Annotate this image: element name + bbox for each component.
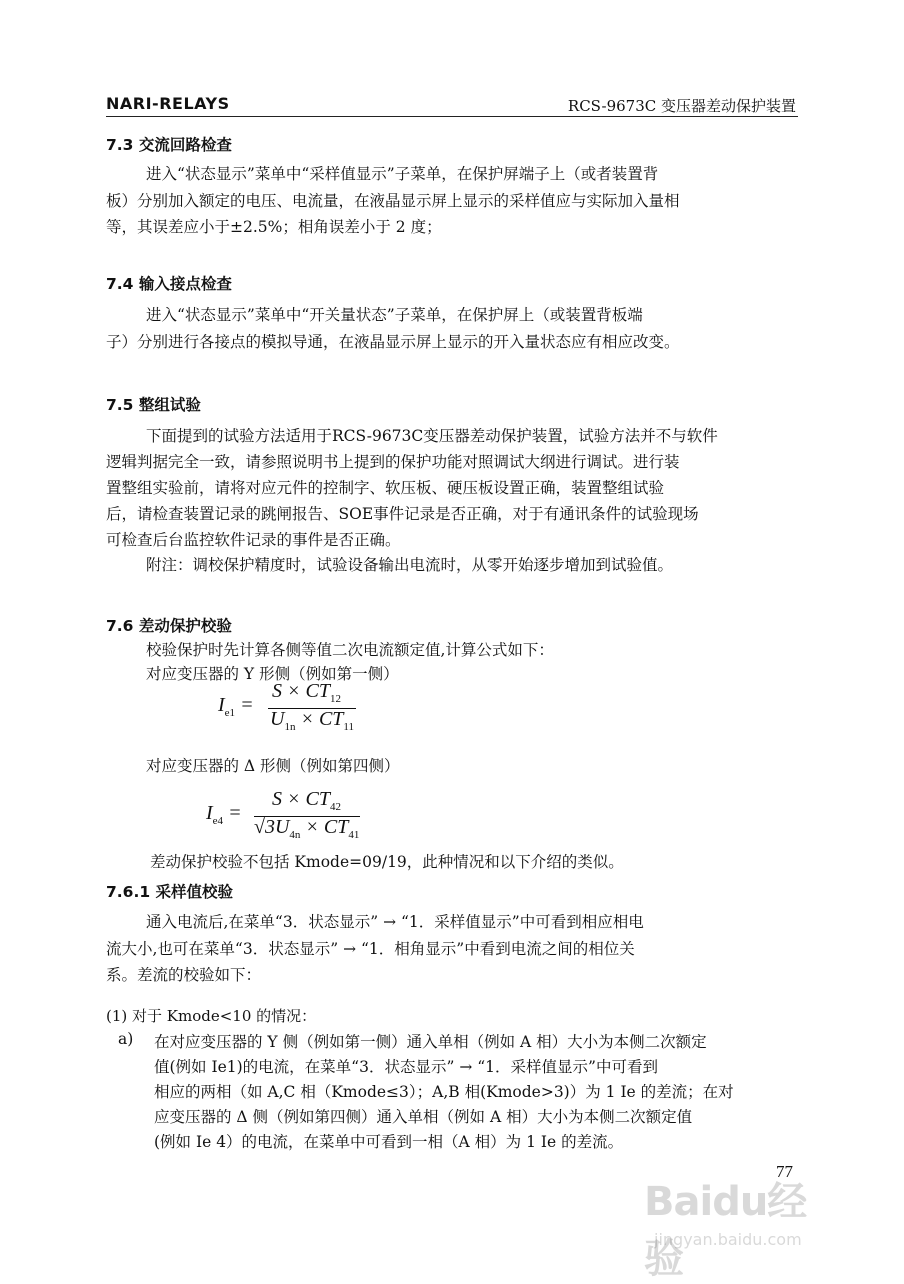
paragraph-line: 对应变压器的 Y 形侧（例如第一侧） [146,665,399,683]
note-line: 附注：调校保护精度时，试验设备输出电流时，从零开始逐步增加到试验值。 [146,556,674,574]
paragraph-line: 等，其误差应小于±2.5%；相角误差小于 2 度； [106,218,442,236]
paragraph-line: 板）分别加入额定的电压、电流量，在液晶显示屏上显示的采样值应与实际加入量相 [106,192,680,210]
paragraph-line: 差动保护校验不包括 Kmode=09/19，此种情况和以下介绍的类似。 [150,853,624,871]
list-item-a-line: 应变压器的 Δ 侧（例如第四侧）通入单相（例如 A 相）大小为本侧二次额定值 [154,1108,693,1126]
paragraph-line: 置整组实验前，请将对应元件的控制字、软压板、硬压板设置正确，装置整组试验 [106,479,665,497]
header-brand: NARI-RELAYS [106,94,230,113]
paragraph-line: 下面提到的试验方法适用于RCS-9673C变压器差动保护装置，试验方法并不与软件 [146,427,718,445]
section-7-6-1-title: 7.6.1 采样值校验 [106,883,234,901]
paragraph-line: 系。差流的校验如下： [106,966,262,984]
paragraph-line: 流大小,也可在菜单“3．状态显示” → “1．相角显示”中看到电流之间的相位关 [106,940,635,958]
paragraph-line: 校验保护时先计算各侧等值二次电流额定值,计算公式如下： [146,641,554,659]
paragraph-line: 通入电流后,在菜单“3．状态显示” → “1．采样值显示”中可看到相应相电 [146,913,644,931]
baidu-watermark [644,1160,844,1282]
paragraph-line: 对应变压器的 Δ 形侧（例如第四侧） [146,757,400,775]
paragraph-line: 进入“状态显示”菜单中“采样值显示”子菜单，在保护屏端子上（或者装置背 [146,165,659,183]
list-item-a-line: 值(例如 Ie1)的电流，在菜单“3．状态显示” → “1．采样值显示”中可看到 [154,1058,658,1076]
watermark-logo: Baidu经验 [644,1179,807,1282]
list-item-1: (1) 对于 Kmode<10 的情况： [106,1007,317,1025]
list-marker-a: a) [118,1030,134,1048]
paragraph-line: 后，请检查装置记录的跳闸报告、SOE事件记录是否正确，对于有通讯条件的试验现场 [106,505,699,523]
list-item-a-line: 在对应变压器的 Y 侧（例如第一侧）通入单相（例如 A 相）大小为本侧二次额定 [154,1033,707,1051]
list-item-a-line: (例如 Ie 4）的电流，在菜单中可看到一相（A 相）为 1 Ie 的差流。 [154,1133,624,1151]
section-7-4-title: 7.4 输入接点检查 [106,275,232,293]
list-item-a-line: 相应的两相（如 A,C 相（Kmode≤3）；A,B 相(Kmode>3)）为 1 Ie 的差流；在对 [154,1083,734,1101]
header-title: RCS-9673C 变压器差动保护装置 [567,97,796,115]
formula-ie4: $I_{e4}$ = $S \times CT_{42}$ $√3U_{4n} \times CT_{41}$ [206,788,360,841]
page-number: 77 [776,1162,793,1181]
paragraph-line: 逻辑判据完全一致，请参照说明书上提到的保护功能对照调试大纲进行调试。进行装 [106,453,680,471]
formula-ie1: $I_{e1}$ = $S \times CT_{12}$ $U_{1n} \times CT_{11}$ [218,680,355,733]
header-rule [106,116,798,117]
watermark-url: jingyan.baidu.com [654,1230,802,1249]
section-7-3-title: 7.3 交流回路检查 [106,136,232,154]
paragraph-line: 可检查后台监控软件记录的事件是否正确。 [106,531,401,549]
section-7-5-title: 7.5 整组试验 [106,396,201,414]
section-7-6-title: 7.6 差动保护校验 [106,617,232,635]
paragraph-line: 进入“状态显示”菜单中“开关量状态”子菜单，在保护屏上（或装置背板端 [146,306,643,324]
paragraph-line: 子）分别进行各接点的模拟导通，在液晶显示屏上显示的开入量状态应有相应改变。 [106,333,680,351]
